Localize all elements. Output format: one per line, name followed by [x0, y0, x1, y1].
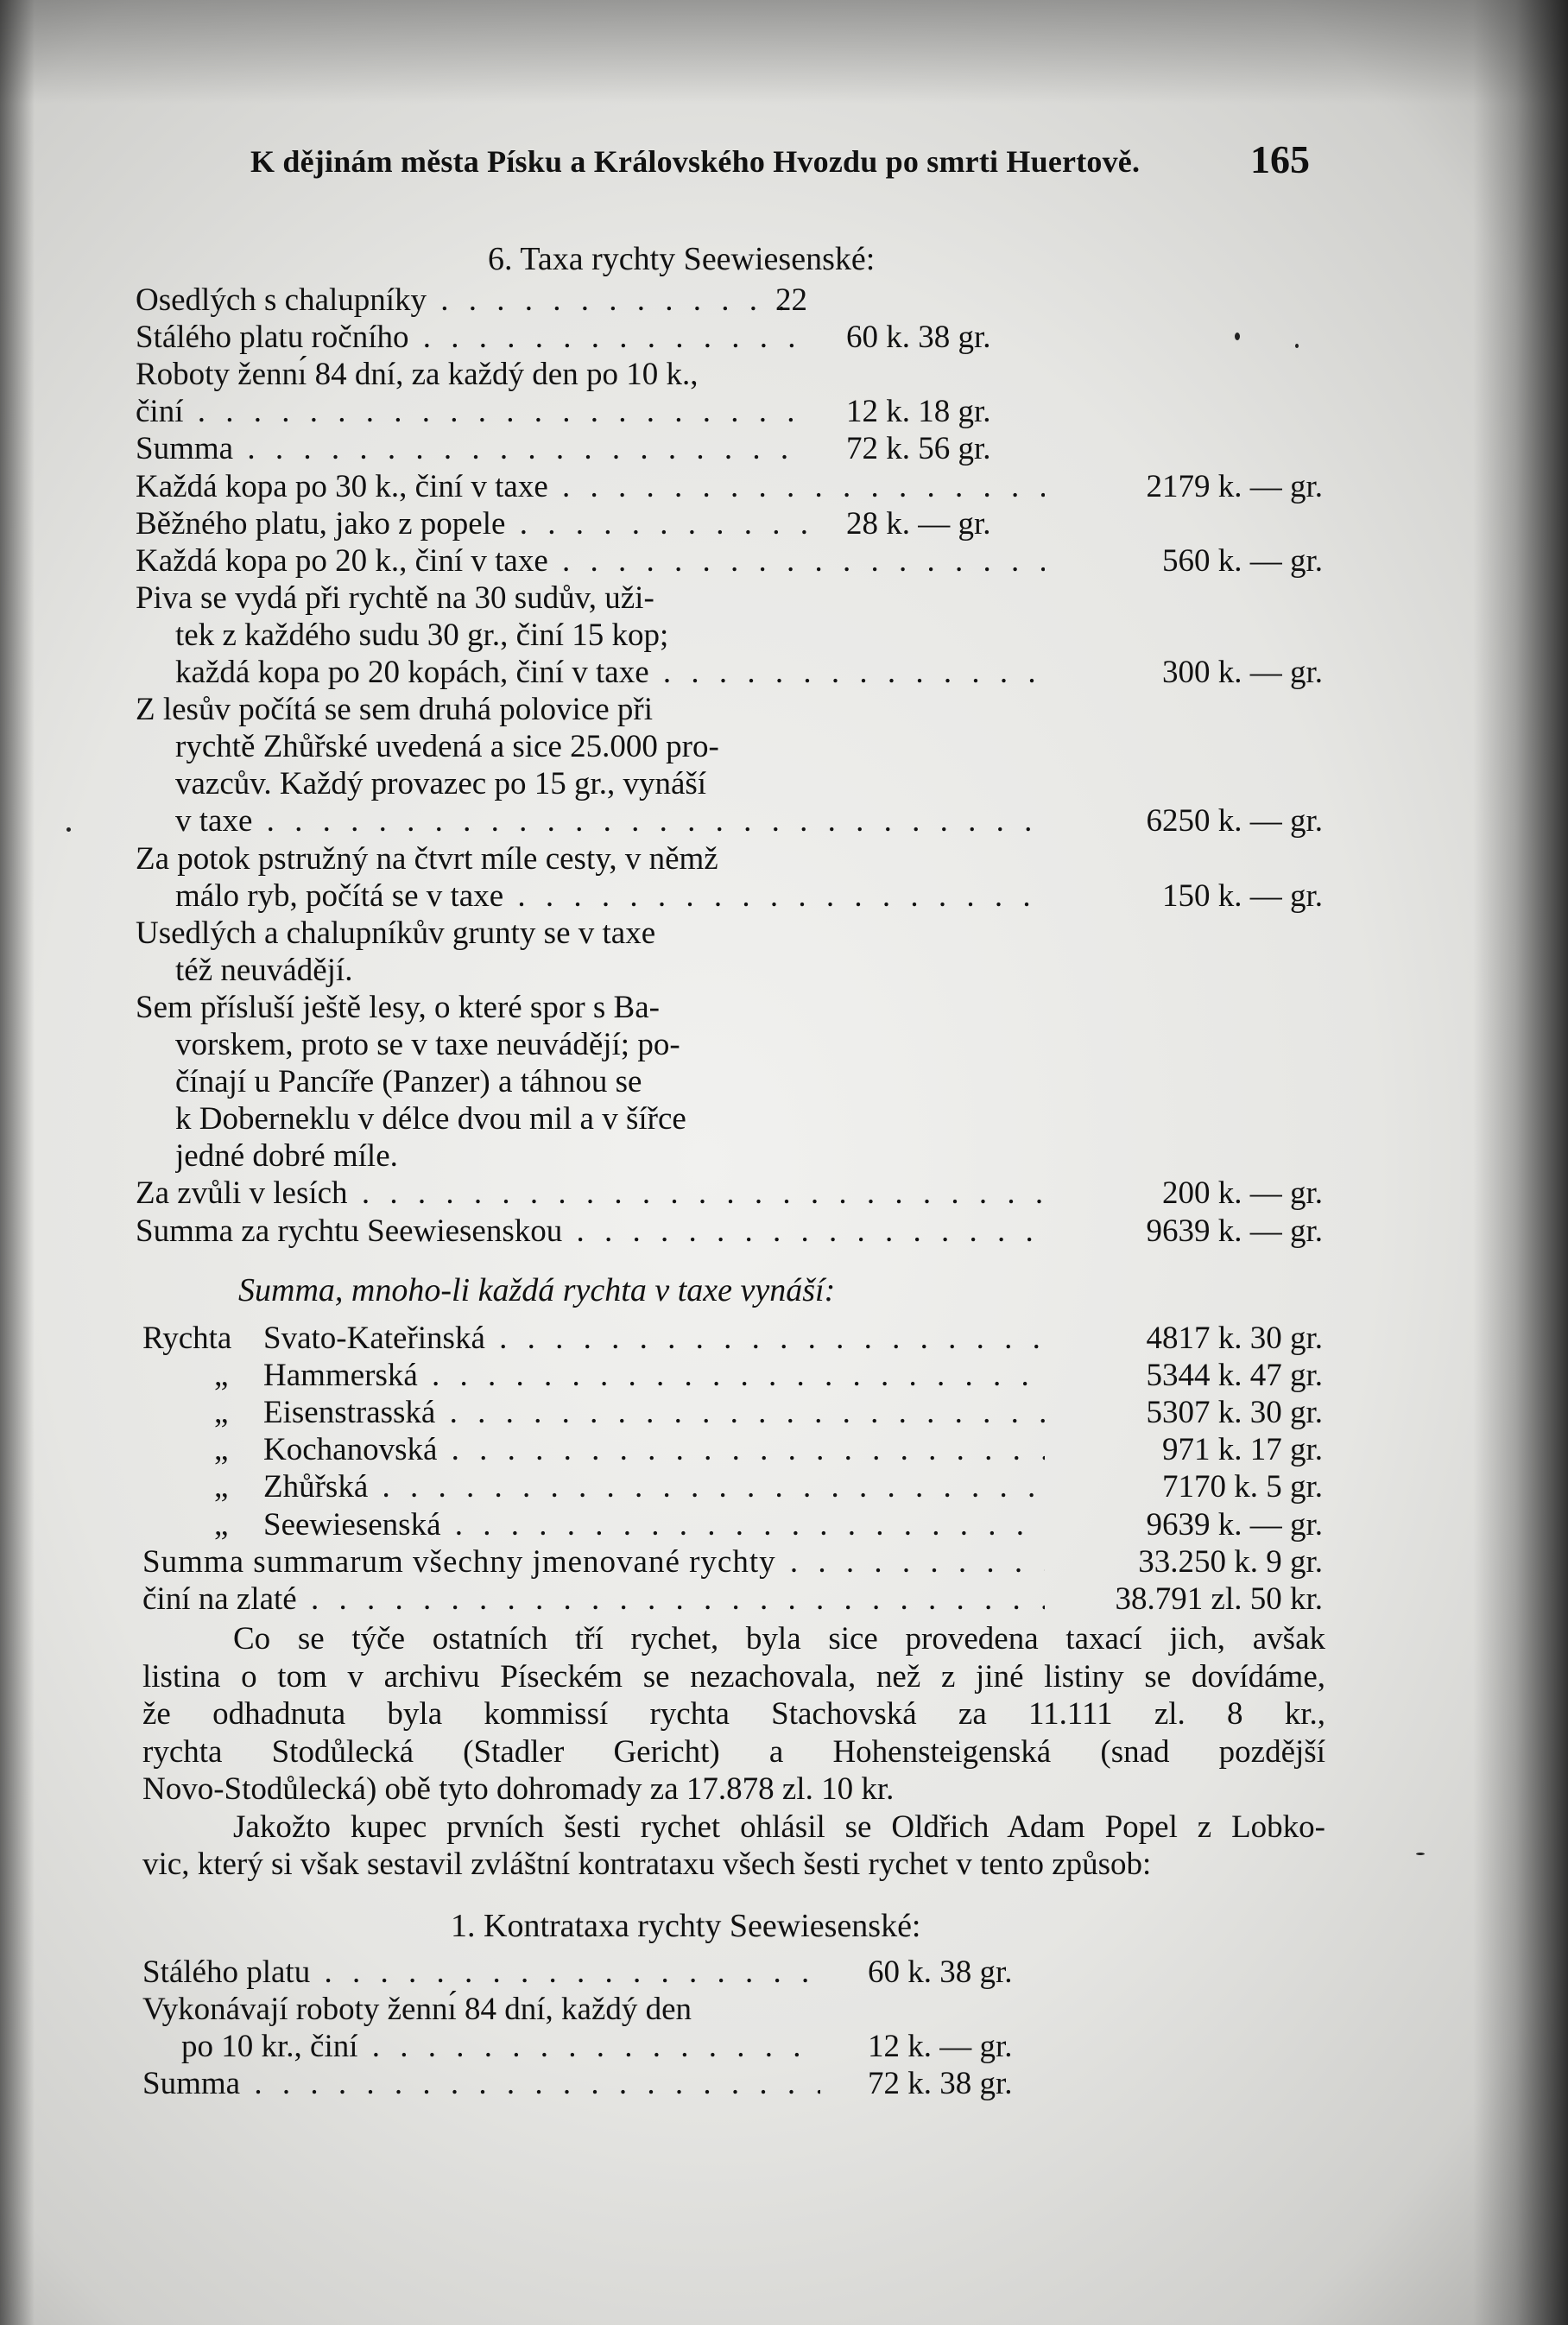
- paragraph-line: listina o tom v archivu Píseckém se nezachovala, než z jiné listiny se dovídáme,: [142, 1658, 1325, 1695]
- summa-summarum-row: [0, 1543, 1568, 1581]
- row-value-left: 60 k. 38 gr.: [868, 1954, 1013, 1990]
- summa-row: [0, 1320, 1568, 1357]
- row-label: [175, 1100, 686, 1137]
- taxa-row: [0, 765, 1568, 802]
- taxa-row: [0, 691, 1568, 728]
- row-label-text: vorskem, proto se v taxe neuvádějí; po-: [175, 1027, 680, 1062]
- row-label: [175, 617, 668, 654]
- row-label: [136, 1213, 1045, 1250]
- paragraph-line: Jakožto kupec prvních šesti rychet ohlásil se Oldřich Adam Popel z Lobko-: [233, 1809, 1325, 1845]
- rychta-value: 9639 k. — gr.: [1146, 1506, 1323, 1543]
- row-label: [263, 1320, 1045, 1357]
- kontrataxa-row: [0, 2028, 1568, 2065]
- scan-speck: [1235, 333, 1240, 340]
- rychta-value: 5344 k. 47 gr.: [1146, 1358, 1323, 1394]
- row-value-left: 12 k. — gr.: [868, 2029, 1013, 2065]
- row-label-text: Za zvůli v lesích: [136, 1175, 348, 1212]
- scan-speck: [1416, 1853, 1425, 1855]
- row-label: [142, 2065, 820, 2102]
- leader-dots: [548, 543, 1045, 579]
- row-label-text: tek z každého sudu 30 gr., činí 15 kop;: [175, 617, 669, 653]
- row-prefix: „: [214, 1358, 229, 1394]
- taxa-row: [0, 1063, 1568, 1100]
- row-label: [136, 840, 718, 877]
- row-label: [136, 989, 660, 1026]
- row-value-left: 72 k. 38 gr.: [868, 2066, 1013, 2102]
- taxa-row: [0, 468, 1568, 505]
- rychta-name: Eisenstrasská: [263, 1395, 436, 1431]
- taxa-row: [0, 989, 1568, 1026]
- taxa-row: [0, 1175, 1568, 1212]
- row-label: [181, 2028, 820, 2065]
- leader-dots: [418, 1358, 1045, 1393]
- row-label: [263, 1506, 1045, 1543]
- row-label-text: vazcův. Každý provazec po 15 gr., vynáší: [175, 766, 707, 802]
- row-label: [142, 1581, 1045, 1618]
- taxa-row: [0, 356, 1568, 393]
- row-label-text: každá kopa po 20 kopách, činí v taxe: [175, 655, 649, 690]
- leader-dots: [348, 1175, 1045, 1211]
- taxa-row: [0, 393, 1568, 430]
- row-value: 33.250 k. 9 gr.: [1138, 1543, 1323, 1580]
- row-label: [136, 1175, 1045, 1212]
- row-label-text: k Doberneklu v délce dvou mil a v šířce: [175, 1101, 686, 1137]
- row-label: [263, 1394, 1045, 1431]
- row-label-text: Každá kopa po 30 k., činí v taxe: [136, 468, 548, 504]
- leader-dots: [297, 1581, 1045, 1617]
- row-label: [175, 802, 1045, 839]
- row-label: [175, 1026, 680, 1063]
- row-label-text: činí: [136, 394, 184, 430]
- row-label-text: čínají u Pancíře (Panzer) a táhnou se: [175, 1064, 642, 1100]
- row-label-text: činí na zlaté: [142, 1581, 297, 1617]
- page-number: 165: [1250, 137, 1310, 181]
- row-label-text: Vykonávají roboty žennı́ 84 dní, každý den: [142, 1992, 692, 2028]
- section-title-kontrataxa: 1. Kontrataxa rychty Seewiesenské:: [451, 1908, 921, 1944]
- row-value-right: 9639 k. — gr.: [1146, 1213, 1323, 1249]
- row-label: [175, 728, 719, 765]
- leader-dots: [435, 1395, 1045, 1430]
- leader-dots: [310, 1954, 820, 1990]
- row-prefix: Rychta: [142, 1321, 232, 1356]
- row-label-text: Stálého platu: [142, 1954, 311, 1990]
- leader-dots: [409, 320, 808, 355]
- kontrataxa-row: [0, 1991, 1568, 2028]
- row-value: 38.791 zl. 50 kr.: [1115, 1581, 1323, 1617]
- zlate-row: [0, 1581, 1568, 1618]
- row-label-text: Běžného platu, jako z popele: [136, 505, 506, 542]
- rychta-value: 4817 k. 30 gr.: [1146, 1321, 1323, 1356]
- leader-dots: [441, 1507, 1046, 1543]
- taxa-row: [0, 319, 1568, 356]
- row-value-right: 150 k. — gr.: [1161, 877, 1323, 914]
- leader-dots: [437, 1432, 1045, 1467]
- row-label-text: v taxe: [175, 803, 253, 839]
- row-value-left: 60 k. 38 gr.: [846, 320, 991, 356]
- taxa-row: [0, 952, 1568, 989]
- row-label: [263, 1431, 1045, 1468]
- summa-row: [0, 1431, 1568, 1468]
- row-label: [175, 654, 1045, 691]
- row-label: [263, 1468, 1045, 1505]
- leader-dots: [240, 2066, 820, 2101]
- row-prefix: „: [214, 1395, 229, 1431]
- leader-dots: [233, 431, 807, 466]
- row-prefix: „: [214, 1506, 229, 1543]
- row-label: [175, 952, 352, 989]
- row-label: [136, 580, 654, 617]
- row-label-text: Z lesův počítá se sem druhá polovice při: [136, 692, 654, 728]
- row-value-left: 72 k. 56 gr.: [846, 431, 991, 467]
- taxa-row: [0, 1100, 1568, 1137]
- row-label-text: jedné dobré míle.: [175, 1138, 398, 1175]
- row-label: [136, 468, 1045, 505]
- leader-dots: [503, 878, 1045, 914]
- row-label-text: též neuvádějí.: [175, 952, 353, 988]
- taxa-row: [0, 1213, 1568, 1250]
- row-value-right: 200 k. — gr.: [1161, 1175, 1323, 1212]
- running-title: K dějinám města Písku a Královského Hvozdu po smrti Huertově.: [250, 144, 1141, 179]
- leader-dots: [427, 282, 807, 318]
- row-prefix: „: [214, 1469, 229, 1505]
- kontrataxa-row: [0, 1954, 1568, 1991]
- scan-speck: [66, 827, 71, 832]
- paragraph-line: rychta Stodůlecká (Stadler Gericht) a Hohensteigenská (snad pozdější: [142, 1733, 1325, 1770]
- section-title-taxa: 6. Taxa rychty Seewiesenské:: [488, 241, 876, 277]
- row-value-right: 560 k. — gr.: [1161, 542, 1323, 579]
- row-value-left: 12 k. 18 gr.: [846, 394, 991, 430]
- leader-dots: [252, 803, 1045, 839]
- row-label: [136, 915, 655, 952]
- taxa-row: [0, 542, 1568, 580]
- taxa-row: [0, 282, 1568, 319]
- row-label: [136, 691, 653, 728]
- leader-dots: [485, 1321, 1045, 1356]
- row-label: [142, 1954, 820, 1991]
- taxa-row: [0, 617, 1568, 654]
- leader-dots: [776, 1544, 1045, 1580]
- row-label: [136, 393, 807, 430]
- taxa-row: [0, 840, 1568, 877]
- summa-row: [0, 1394, 1568, 1431]
- section-title-summa: Summa, mnoho-li každá rychta v taxe vynáší:: [238, 1272, 836, 1308]
- rychta-value: 5307 k. 30 gr.: [1146, 1395, 1323, 1431]
- rychta-name: Seewiesenská: [263, 1506, 441, 1543]
- row-label-text: Piva se vydá při rychtě na 30 sudův, uži-: [136, 580, 654, 616]
- taxa-row: [0, 505, 1568, 542]
- row-label-text: Summa: [136, 431, 234, 467]
- taxa-row: [0, 915, 1568, 952]
- rychta-value: 971 k. 17 gr.: [1161, 1432, 1323, 1468]
- leader-dots: [548, 469, 1045, 504]
- kontrataxa-row: [0, 2065, 1568, 2102]
- row-label-text: málo ryb, počítá se v taxe: [175, 877, 504, 914]
- row-label: [136, 319, 807, 356]
- row-prefix: „: [214, 1432, 229, 1468]
- row-label-text: Roboty žennı́ 84 dní, za každý den po 10 k.,: [136, 357, 699, 393]
- row-label: [175, 877, 1045, 915]
- taxa-row: [0, 802, 1568, 839]
- row-value-right: 6250 k. — gr.: [1146, 803, 1323, 839]
- row-label: [175, 1137, 398, 1175]
- paragraph-line: vic, který si však sestavil zvláštní kontrataxu všech šesti rychet v tento způsob:: [142, 1847, 1152, 1882]
- row-label-text: Summa za rychtu Seewiesenskou: [136, 1213, 563, 1249]
- row-label-text: po 10 kr., činí: [181, 2029, 358, 2065]
- rychta-value: 7170 k. 5 gr.: [1161, 1469, 1323, 1505]
- row-label: [142, 1991, 692, 2028]
- paragraph-line: Co se týče ostatních tří rychet, byla sice provedena taxací jich, avšak: [233, 1621, 1325, 1657]
- taxa-row: [0, 1026, 1568, 1063]
- row-value-right: 2179 k. — gr.: [1146, 468, 1323, 504]
- rychta-name: Hammerská: [263, 1358, 418, 1394]
- taxa-row: [0, 430, 1568, 467]
- paragraph-line: že odhadnuta byla kommissí rychta Stachovská za 11.111 zl. 8 kr.,: [142, 1696, 1325, 1732]
- row-label-text: Sem přísluší ještě lesy, o které spor s Ba-: [136, 989, 660, 1025]
- scan-shadow-top: [0, 0, 1568, 104]
- scan-speck: [1295, 344, 1299, 348]
- row-value-left: 28 k. — gr.: [846, 505, 991, 542]
- leader-dots: [183, 394, 807, 429]
- row-label: [175, 1063, 642, 1100]
- row-value-right: 300 k. — gr.: [1161, 655, 1323, 690]
- paragraph-line: Novo-Stodůlecká) obě tyto dohromady za 17.878 zl. 10 kr.: [142, 1771, 895, 1807]
- taxa-row: [0, 877, 1568, 915]
- row-label-text: Osedlých s chalupníky: [136, 282, 427, 318]
- leader-dots: [368, 1469, 1045, 1505]
- summa-row: [0, 1357, 1568, 1394]
- row-label: [136, 430, 807, 467]
- rychta-name: Svato-Kateřinská: [263, 1321, 485, 1356]
- taxa-row: [0, 580, 1568, 617]
- row-label: [175, 765, 706, 802]
- row-label-text: Usedlých a chalupníkův grunty se v taxe: [136, 915, 656, 951]
- leader-dots: [649, 655, 1045, 690]
- row-label-text: Za potok pstružný na čtvrt míle cesty, v němž: [136, 840, 718, 877]
- leader-dots: [505, 506, 807, 542]
- row-label: [263, 1357, 1045, 1394]
- leader-dots: [562, 1213, 1045, 1249]
- row-label: [136, 282, 807, 319]
- taxa-row: [0, 1137, 1568, 1175]
- row-label-text: Summa: [142, 2066, 241, 2102]
- row-label-text: Stálého platu ročního: [136, 320, 409, 356]
- summa-row: [0, 1506, 1568, 1543]
- summa-row: [0, 1468, 1568, 1505]
- row-label: [136, 542, 1045, 580]
- rychta-name: Kochanovská: [263, 1432, 438, 1468]
- taxa-row: [0, 654, 1568, 691]
- row-label: [136, 356, 698, 393]
- row-count: 22: [775, 282, 807, 318]
- row-label: [136, 505, 807, 542]
- row-label-text: rychtě Zhůřské uvedená a sice 25.000 pro-: [175, 729, 719, 765]
- rychta-name: Zhůřská: [263, 1469, 369, 1505]
- row-label: [142, 1543, 1045, 1581]
- row-label-text: Každá kopa po 20 k., činí v taxe: [136, 542, 548, 579]
- leader-dots: [358, 2029, 820, 2064]
- row-label-text: Summa summarum všechny jmenované rychty: [142, 1543, 776, 1580]
- taxa-row: [0, 728, 1568, 765]
